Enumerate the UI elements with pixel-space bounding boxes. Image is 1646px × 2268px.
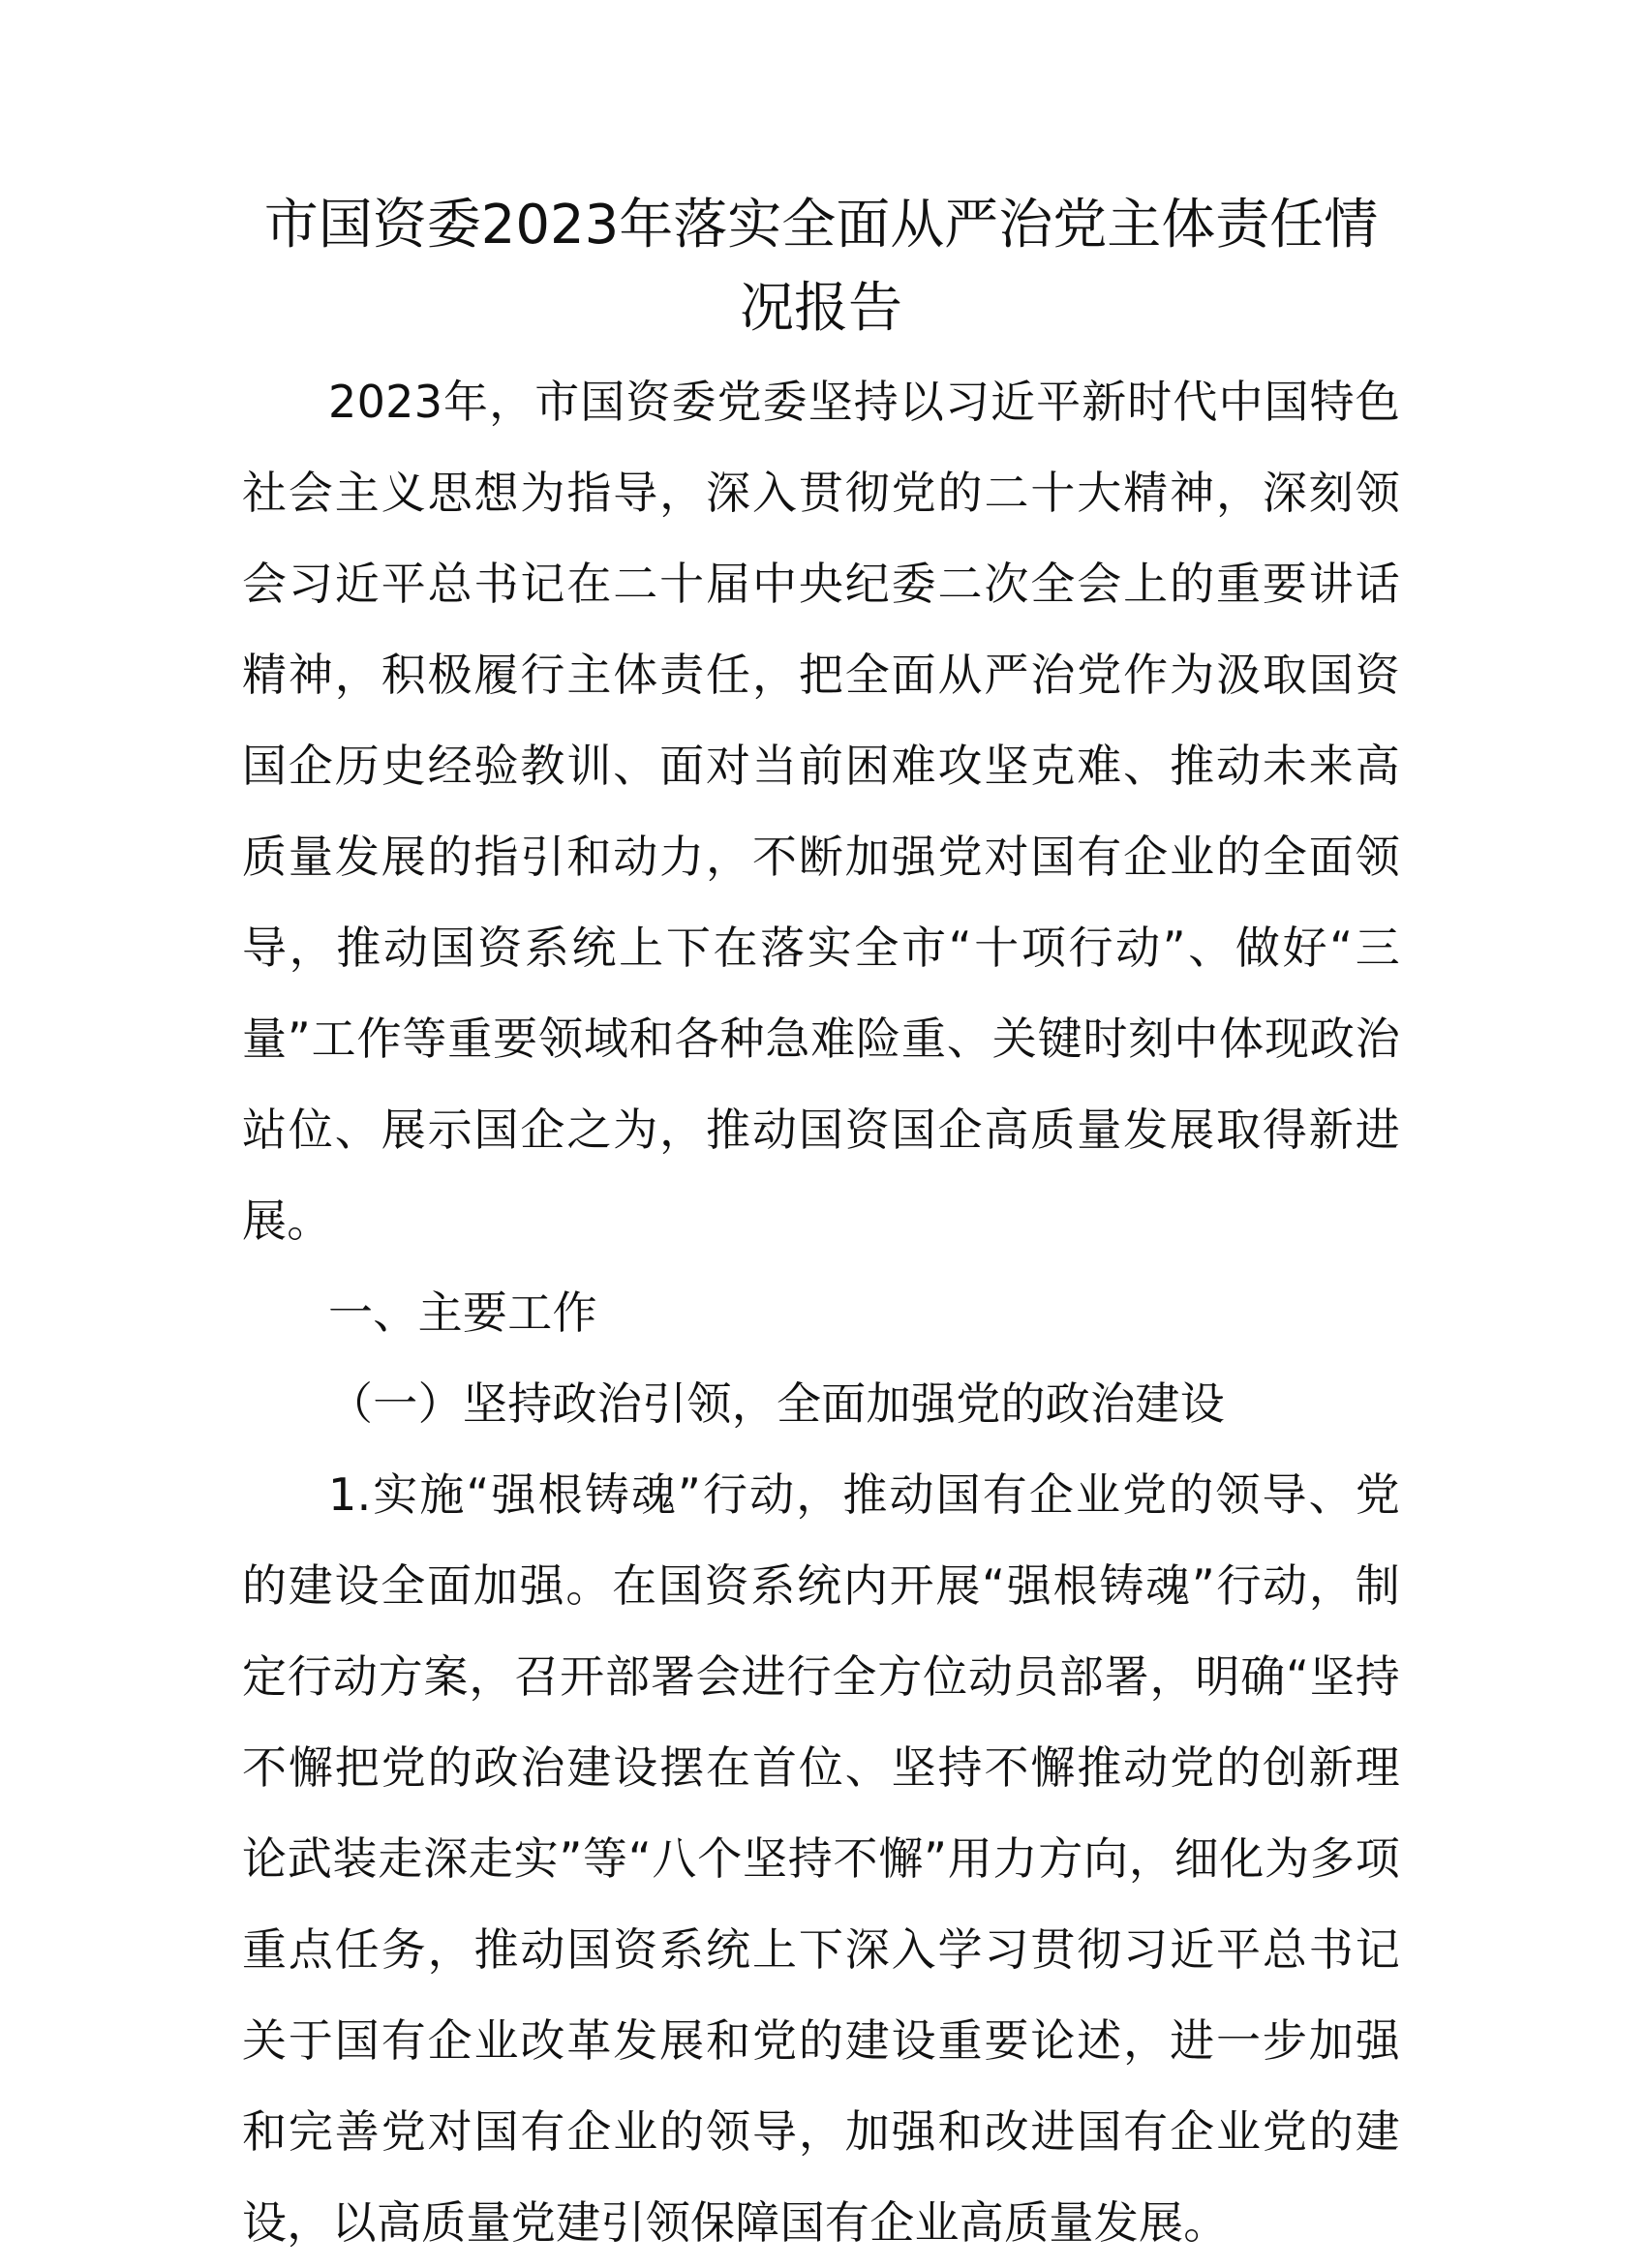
item-paragraph-1: 1.实施“强根铸魂”行动，推动国有企业党的领导、党的建设全面加强。在国资系统内开展“强根铸魂”行动，制定行动方案，召开部署会进行全方位动员部署，明确“坚持不懈把党的政治建设摆在首位、坚持不懈推动党的创新理论武装走深走实”等“八个坚持不懈”用力方向，细化为多项重点任务，推动国资系统上下深入学习贯彻习近平总书记关于国有企业改革发展和党的建设重要论述，进一步加强和完善党对国有企业的领导，加强和改进国有企业党的建设，以高质量党建引领保障国有企业高质量发展。	[242, 1468, 1400, 2249]
document-body	[242, 184, 1400, 2268]
section-heading-main-work: 一、主要工作	[328, 1286, 597, 1339]
document-title: 市国资委2023年落实全面从严治党主体责任情况报告	[263, 194, 1379, 340]
intro-paragraph: 2023年，市国资委党委坚持以习近平新时代中国特色社会主义思想为指导，深入贯彻党的二十大精神，深刻领会习近平总书记在二十届中央纪委二次全会上的重要讲话精神，积极履行主体责任，把全面从严治党作为汲取国资国企历史经验教训、面对当前困难攻坚克难、推动未来高质量发展的指引和动力，不断加强党对国有企业的全面领导，推动国资系统上下在落实全市“十项行动”、做好“三量”工作等重要领域和各种急难险重、关键时刻中体现政治站位、展示国企之为，推动国资国企高质量发展取得新进展。	[242, 376, 1400, 1247]
subsection-heading-political-leadership: （一）坚持政治引领，全面加强党的政治建设	[328, 1377, 1225, 1430]
